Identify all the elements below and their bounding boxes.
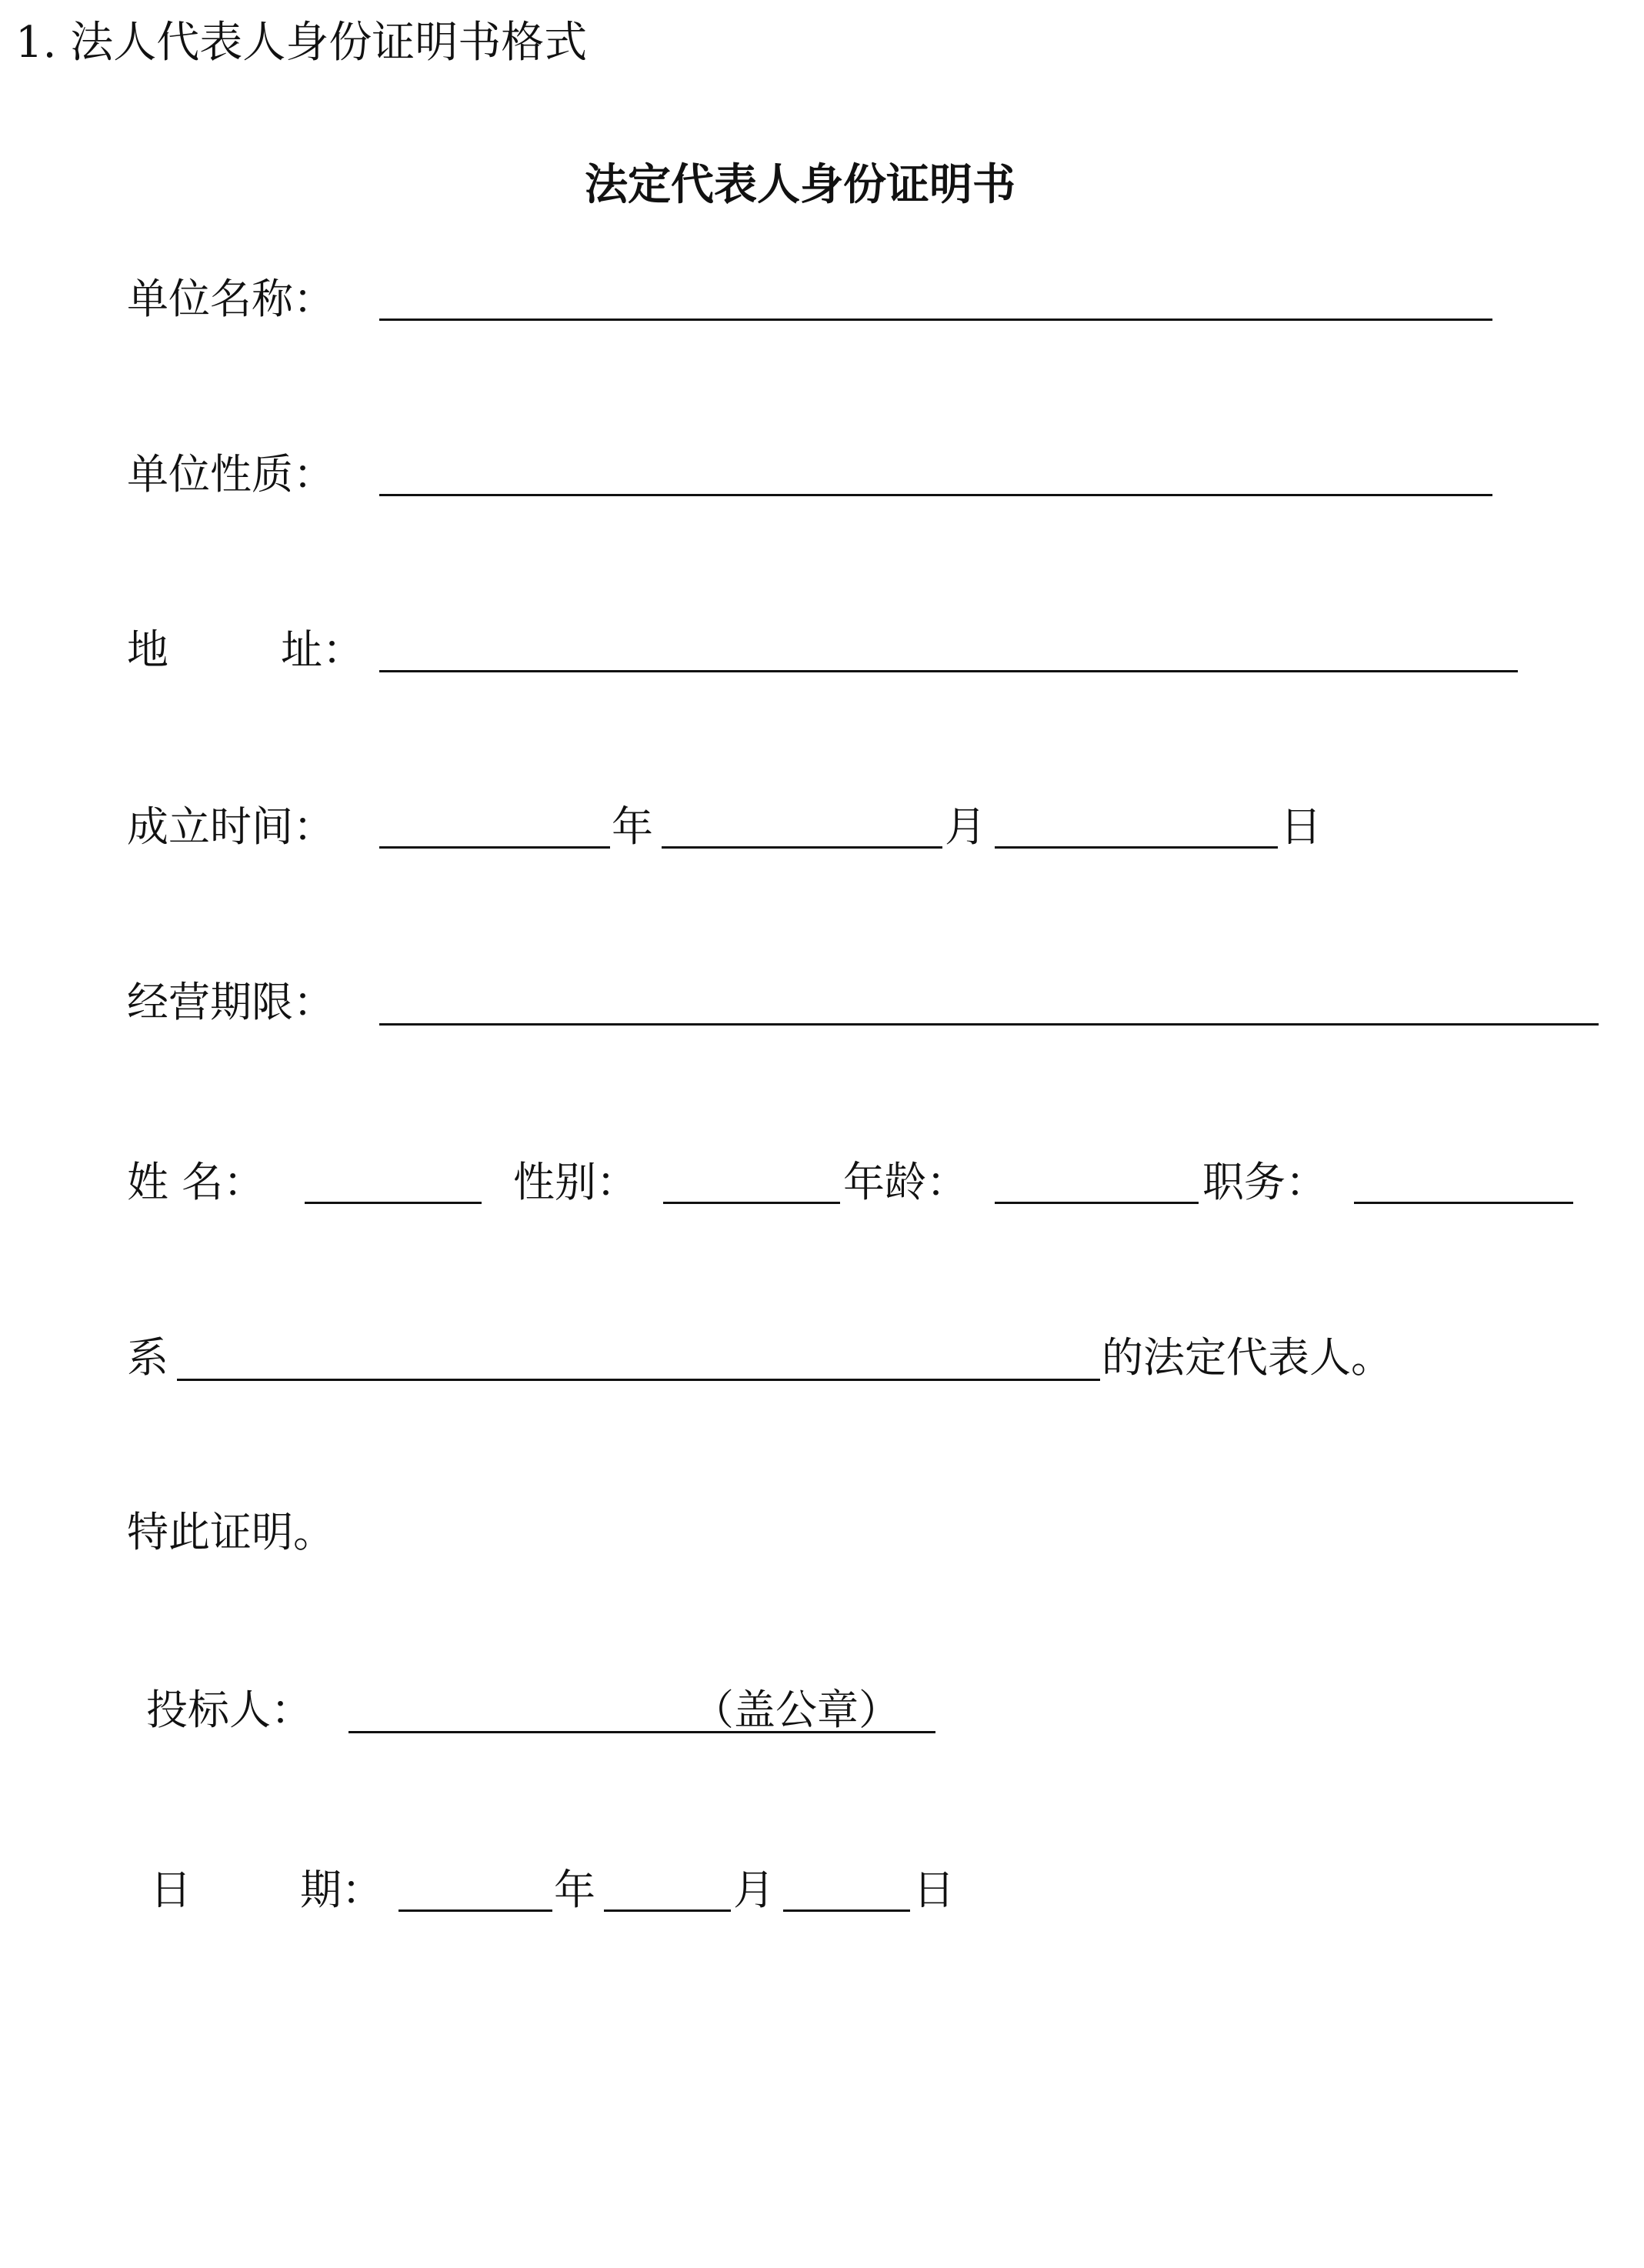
unit-nature-blank[interactable] (379, 494, 1492, 496)
unit-name-label: 单位名称： (127, 275, 335, 323)
established-day-unit: 日 (1280, 802, 1322, 851)
date-month-blank[interactable] (604, 1909, 731, 1912)
seal-note: （盖公章） (692, 1686, 900, 1734)
established-day-blank[interactable] (995, 846, 1278, 849)
address-blank[interactable] (379, 670, 1518, 672)
name-blank[interactable] (305, 1202, 482, 1204)
established-year-unit: 年 (612, 802, 653, 851)
is-prefix: 系 (127, 1333, 168, 1382)
gender-blank[interactable] (663, 1202, 840, 1204)
established-month-blank[interactable] (662, 846, 942, 849)
document-title: 法定代表人身份证明书 (585, 159, 1015, 210)
closing-statement: 特此证明。 (127, 1508, 335, 1556)
date-year-unit: 年 (554, 1866, 595, 1914)
address-label-part2: 址： (281, 625, 364, 674)
age-label: 年龄： (843, 1158, 968, 1206)
established-year-blank[interactable] (379, 846, 610, 849)
date-day-unit: 日 (913, 1866, 955, 1914)
date-year-blank[interactable] (398, 1909, 552, 1912)
company-blank[interactable] (177, 1379, 1100, 1381)
date-label-part1: 日 (150, 1866, 192, 1914)
date-month-unit: 月 (733, 1866, 775, 1914)
address-label-part1: 地 (127, 625, 168, 674)
date-day-blank[interactable] (783, 1909, 910, 1912)
unit-nature-label: 单位性质： (127, 450, 335, 499)
established-label: 成立时间： (127, 802, 335, 851)
business-term-blank[interactable] (379, 1023, 1599, 1026)
date-label-part2: 期： (300, 1866, 383, 1914)
age-blank[interactable] (995, 1202, 1199, 1204)
position-blank[interactable] (1354, 1202, 1573, 1204)
business-term-label: 经营期限： (127, 978, 335, 1026)
name-label: 姓 名： (127, 1158, 265, 1206)
is-suffix: 的法定代表人。 (1102, 1333, 1392, 1382)
established-month-unit: 月 (945, 802, 986, 851)
bidder-label: 投标人： (146, 1686, 312, 1734)
section-heading: 1. 法人代表人身份证明书格式 (15, 18, 588, 68)
position-label: 职务： (1202, 1158, 1327, 1206)
unit-name-blank[interactable] (379, 319, 1492, 321)
gender-label: 性别： (513, 1158, 638, 1206)
